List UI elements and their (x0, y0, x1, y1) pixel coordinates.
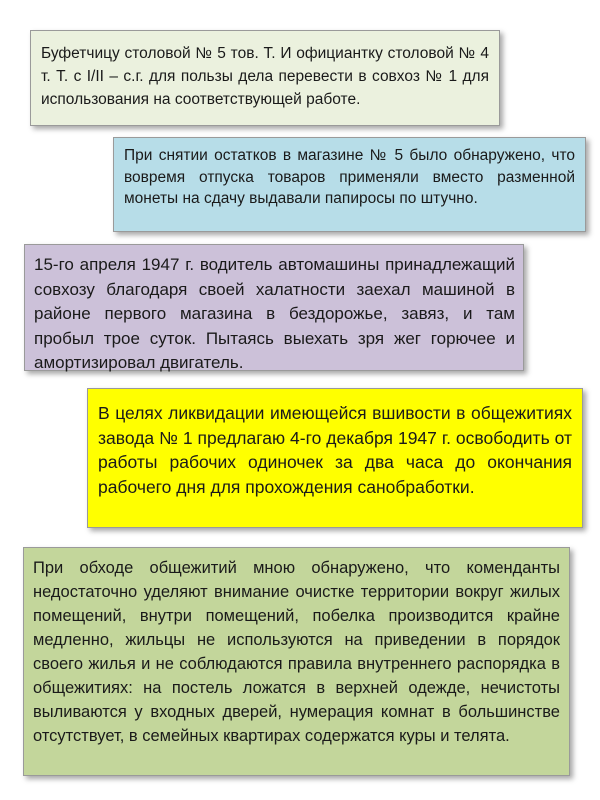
note-box-3: 15-го апреля 1947 г. водитель автомашины принадлежащий совхозу благодаря своей халатности заехал машиной в районе первого магазина в бездорожье, завяз, и там пробыл трое суток. Пытаясь выехать зря жег горючее и амортизировал двигатель. (24, 244, 524, 371)
note-box-4: В целях ликвидации имеющейся вшивости в общежитиях завода № 1 предлагаю 4-го декабря 1947 г. освободить от работы рабочих одиночек за два часа до окончания рабочего дня для прохождения санобработки. (87, 388, 583, 528)
note-box-5: При обходе общежитий мною обнаружено, что коменданты недостаточно уделяют внимание очистке территории вокруг жилых помещений, внутри помещений, побелка производится крайне медленно, жильцы не используются на приведении в порядок своего жилья и не соблюдаются правила внутреннего распорядка в общежитиях: на постель ложатся в верхней одежде, нечистоты выливаются у входных дверей, нумерация комнат в большинстве отсутствует, в семейных квартирах содержатся куры и телята. (23, 547, 570, 776)
note-box-1: Буфетчицу столовой № 5 тов. Т. И официантку столовой № 4 т. Т. с I/II – с.г. для пользы дела перевести в совхоз № 1 для использования на соответствующей работе. (30, 30, 500, 126)
note-box-2: При снятии остатков в магазине № 5 было обнаружено, что вовремя отпуска товаров применяли вместо разменной монеты на сдачу выдавали папиросы по штучно. (113, 137, 586, 232)
